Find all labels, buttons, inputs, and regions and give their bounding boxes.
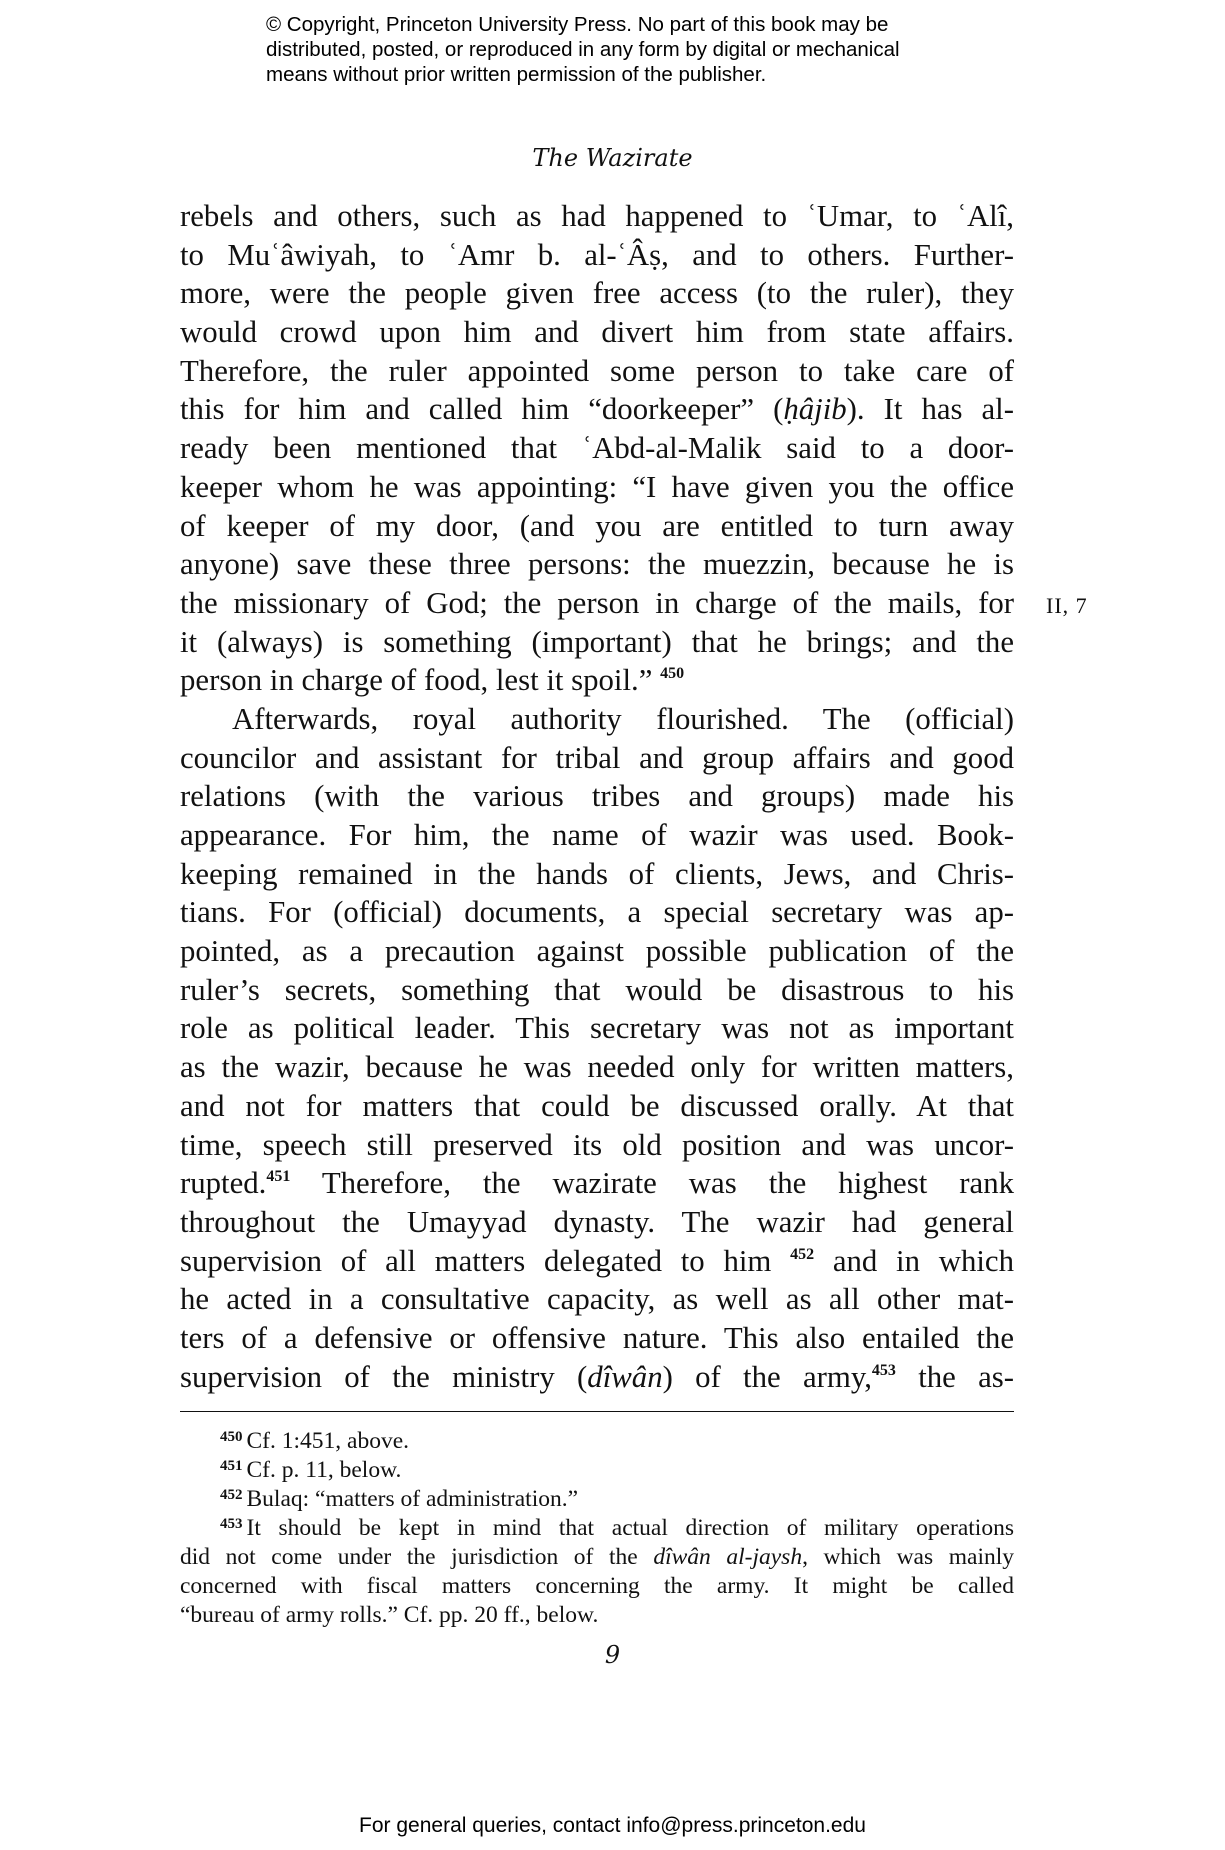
copyright-line: distributed, posted, or reproduced in any form by digital or mechanical: [266, 38, 900, 61]
footnote-450: [180, 1427, 1014, 1456]
text-line: he acted in a consultative capacity, as well as all other mat-: [180, 1282, 1014, 1317]
text-line: time, speech still preserved its old position and was uncor-: [180, 1127, 1014, 1162]
footnote-text: It should be kept in mind that actual direction of military operations: [246, 1515, 1014, 1541]
text-line: pointed, as a precaution against possible publication of the: [180, 934, 1014, 969]
text-line: Therefore, the ruler appointed some person to take care of: [180, 353, 1014, 388]
footnote-number: 452: [220, 1487, 243, 1503]
running-head: The Wazirate: [532, 144, 693, 172]
text-line: appearance. For him, the name of wazir was used. Book-: [180, 818, 1014, 852]
text-segment: supervision of the ministry (: [180, 1359, 588, 1394]
footnote-ref-450: 450: [660, 665, 685, 683]
text-line: keeper whom he was appointing: “I have given you the office: [180, 469, 1014, 504]
text-line: the missionary of God; the person in charge of the mails, for: [180, 585, 1014, 620]
text-segment: supervision of all matters delegated to him: [180, 1243, 791, 1278]
copyright-notice: [266, 12, 1026, 87]
text-line: keeping remained in the hands of clients, Jews, and Chris-: [180, 856, 1014, 891]
text-segment: ) of the army,: [662, 1359, 872, 1394]
text-line: Afterwards, royal authority flourished. The (official): [232, 701, 1014, 736]
text-line: throughout the Umayyad dynasty. The wazir had general: [180, 1204, 1014, 1239]
text-line: it (always) is something (important) that he brings; and the: [180, 624, 1014, 659]
text-line: [180, 1358, 1014, 1397]
footnote-453-line: concerned with fiscal matters concerning the army. It might be called: [180, 1573, 1014, 1599]
copyright-line: means without prior written permission of the publisher.: [266, 63, 767, 86]
text-line: relations (with the various tribes and groups) made his: [180, 779, 1014, 814]
text-segment: ). It has al-: [846, 392, 1014, 427]
footnote-text: Bulaq: “matters of administration.”: [246, 1486, 579, 1512]
text-segment: the as-: [895, 1359, 1014, 1394]
text-segment: Therefore, the wazirate was the highest rank: [290, 1166, 1014, 1201]
footnote-453-line: “bureau of army rolls.” Cf. pp. 20 ff., below.: [180, 1602, 599, 1628]
footnotes: [180, 1427, 1014, 1630]
text-line: to Muʿâwiyah, to ʿAmr b. al-ʿÂṣ, and to others. Further-: [180, 237, 1014, 272]
footnote-ref-451: 451: [266, 1168, 291, 1186]
footnote-divider: [180, 1411, 1014, 1412]
text-segment: did not come under the jurisdiction of the: [180, 1544, 654, 1570]
margin-reference: II, 7: [1046, 593, 1088, 618]
text-line: [180, 661, 1014, 700]
text-line: more, were the people given free access (to the ruler), they: [180, 276, 1014, 311]
footnote-number: 453: [220, 1516, 243, 1532]
main-text: [180, 197, 1014, 1396]
italic-term: dîwân: [587, 1359, 663, 1394]
text-line: would crowd upon him and divert him from state affairs.: [180, 315, 1014, 350]
text-line: ters of a defensive or offensive nature. This also entailed the: [180, 1320, 1014, 1355]
text-line: ready been mentioned that ʿAbd-al-Malik said to a door-: [180, 431, 1014, 466]
footnote-453-line: [180, 1543, 1014, 1572]
text-line: ruler’s secrets, something that would be disastrous to his: [180, 972, 1014, 1007]
text-segment: this for him and called him “doorkeeper” (: [180, 392, 784, 427]
text-line: [180, 1164, 1014, 1203]
text-line: tians. For (official) documents, a special secretary was ap-: [180, 895, 1014, 930]
footnote-number: 450: [220, 1429, 243, 1445]
footnote-text: Cf. 1:451, above.: [246, 1428, 410, 1454]
page-number: 9: [604, 1641, 621, 1669]
text-line: [180, 390, 1014, 429]
footnote-ref-453: 453: [871, 1361, 896, 1379]
footnote-ref-452: 452: [790, 1245, 815, 1263]
footnote-453: [180, 1514, 1014, 1543]
copyright-line: © Copyright, Princeton University Press. No part of this book may be: [266, 13, 889, 36]
text-line: role as political leader. This secretary was not as important: [180, 1011, 1014, 1046]
text-segment: and in which: [814, 1243, 1014, 1278]
text-line: rebels and others, such as had happened to ʿUmar, to ʿAlî,: [180, 199, 1014, 233]
footnote-452: [180, 1485, 1014, 1514]
text-line: of keeper of my door, (and you are entitled to turn away: [180, 508, 1014, 543]
italic-term: ḥâjib: [783, 392, 847, 427]
contact-notice: For general queries, contact info@press.princeton.edu: [359, 1814, 866, 1837]
footnote-text: Cf. p. 11, below.: [246, 1457, 402, 1483]
footnote-451: [180, 1456, 1014, 1485]
text-segment: person in charge of food, lest it spoil.”: [180, 663, 661, 698]
footnote-number: 451: [220, 1458, 243, 1474]
text-line: anyone) save these three persons: the muezzin, because he is: [180, 547, 1014, 582]
text-segment: , which was mainly: [802, 1544, 1014, 1570]
italic-term: dîwân al-jaysh: [653, 1544, 803, 1570]
text-line: and not for matters that could be discussed orally. At that: [180, 1088, 1014, 1123]
text-line: councilor and assistant for tribal and group affairs and good: [180, 740, 1014, 775]
text-line: as the wazir, because he was needed only for written matters,: [180, 1050, 1014, 1085]
text-line: [180, 1242, 1014, 1281]
text-segment: rupted.: [180, 1166, 267, 1201]
